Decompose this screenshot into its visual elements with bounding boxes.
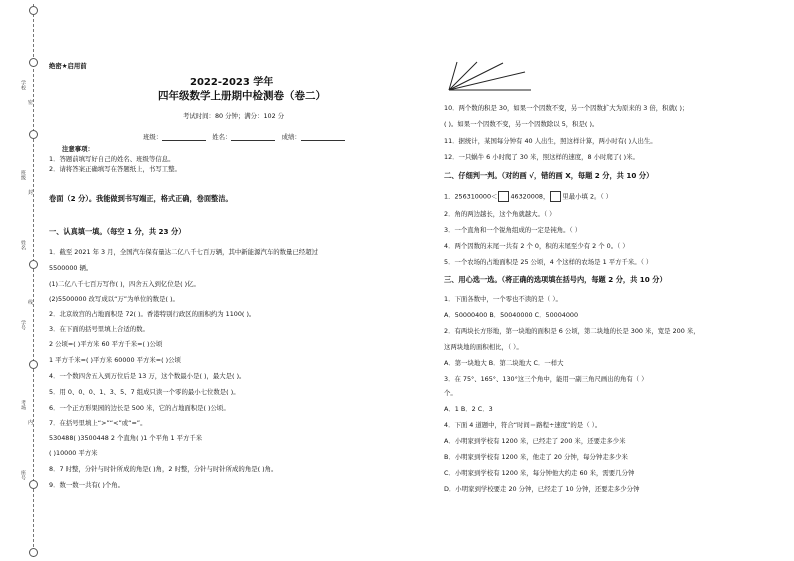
binding-field-seat: 座号 [20,470,26,480]
question-line: 12．一只蜗牛 6 小时爬了 30 米，照这样的速度，8 小时爬了( )米。 [444,153,639,161]
field-score-blank[interactable] [301,133,345,141]
question-line: 个。 [444,389,457,397]
judge-q1-part: 46320008， [510,192,550,201]
binding-field-school: 学校 [20,80,26,90]
judge-q1-part: 里最小填 2。（ ） [562,192,613,201]
section3-title: 三、用心选一选。（将正确的选项填在括号内，每题 2 分，共 10 分） [444,275,667,284]
section1-title: 一、认真填一填。（每空 1 分，共 23 分） [49,227,186,236]
blank-box[interactable] [550,191,561,202]
question-line: 3．在下面的括号里填上合适的数。 [49,325,149,333]
question-line: A．小明家到学校有 1200 米，已经走了 200 米，还要走多少米 [444,437,626,445]
binding-circle [29,260,38,269]
question-line: 6．一个正方形果园的边长是 500 米，它的占地面积是( )公顷。 [49,404,230,412]
question-line: 5．用 0、0、0、1、3、5、7 组成只读一个零的最小七位数是( )。 [49,388,240,396]
binding-note: 内 [28,420,34,426]
binding-circle [29,360,38,369]
field-score-label: 成绩： [281,133,301,141]
binding-dashed-line [33,4,34,557]
question-line: (1)二亿八千七百万写作( )，四舍五入到亿位是( )亿。 [49,280,200,288]
binding-circle [29,6,38,15]
question-line: ( )10000 平方米 [49,449,98,457]
exam-year: 2022-2023 学年 [190,77,274,88]
question-line: A．1 B．2 C．3 [444,405,493,413]
binding-note: 密 [28,100,34,106]
question-line: ( )。如果一个因数不变，另一个因数除以 5，积是( )。 [444,120,599,128]
question-line: 2．北京故宫的占地面积是 72( )。香港特别行政区的面积约为 1100( )。 [49,310,256,318]
section2-title: 二、仔细判一判。（对的画 √，错的画 X，每题 2 分，共 10 分） [444,171,654,180]
student-info-fields [143,133,345,141]
question-line: 2 公顷=( )平方米 60 平方千米=( )公顷 [49,340,163,348]
binding-field-class: 班级 [20,170,26,180]
binding-note: 线 [28,300,34,306]
binding-circle [29,548,38,557]
binding-note: 封 [28,190,34,196]
question-line: 9．数一数一共有( )个角。 [49,481,124,489]
question-line: (2)5500000 改写成以“万”为单位的数是( )。 [49,295,179,303]
question-line: 4．一个数四舍五入到万位后是 13 万，这个数最小是( )，最大是( )。 [49,372,246,380]
binding-field-name: 姓名 [20,240,26,250]
question-line: 1．下面各数中，一个零也不读的是（ ）。 [444,295,562,303]
question-line: A．50000400 B．50040000 C．50004000 [444,311,579,319]
question-line: 8．7 时整，分针与时针所成的角是( )角，2 时整，分针与时针所成的角是( )角。 [49,465,278,473]
field-name-blank[interactable] [231,133,275,141]
binding-field-id: 学号 [20,320,26,330]
question-line: 2．角的两边越长，这个角就越大。（ ） [444,210,556,218]
binding-circle [29,130,38,139]
question-line: 1．截至 2021 年 3 月，全国汽车保有量达二亿八千七百万辆，其中新能源汽车的数量已经超过 [49,248,318,256]
blank-box[interactable] [498,191,509,202]
question-line: 7．在括号里填上“>”“<”或“=”。 [49,419,147,427]
roll-note: 卷面（2 分）。我能做到书写端正，格式正确，卷面整洁。 [49,194,233,203]
field-class-blank[interactable] [162,133,206,141]
question-line: 这两块地的面积相比，（ ）。 [444,343,523,351]
question-line: 11．据统计，某国每分钟有 40 人出生，照这样计算，两小时有( )人出生。 [444,137,657,145]
field-name-label: 姓名： [212,133,232,141]
question-line: 10．两个数的积是 30，如果一个因数不变，另一个因数扩大为原来的 3 倍，积就( )； [444,104,689,112]
question-line: C．小明家到学校有 1200 米，每分钟他大约走 60 米，需要几分钟 [444,469,635,477]
binding-field-room: 考场 [20,400,26,410]
binding-strip [0,0,42,561]
secret-label: 绝密★启用前 [49,62,87,70]
notice-title: 注意事项： [62,145,94,153]
question-line: A．第一块地大 B．第二块地大 C．一样大 [444,359,564,367]
question-line: 3．一个直角和一个锐角组成的一定是钝角。（ ） [444,226,582,234]
exam-meta: 考试时间：80 分钟；满分：102 分 [183,112,285,120]
judge-question-1 [444,191,612,202]
judge-q1-part: 1．256310000＜ [444,192,498,201]
question-line: 2．有两块长方形地，第一块地的面积是 6 公顷，第二块地的长是 300 米，宽是 200 米， [444,327,700,335]
notice-item: 1．答题前填写好自己的姓名、班级等信息。 [49,155,175,163]
binding-circle [29,480,38,489]
angle-figure [445,60,535,94]
field-class-label: 班级： [143,133,163,141]
binding-circle [29,58,38,67]
question-line: 1 平方千米=( )平方米 60000 平方米=( )公顷 [49,356,181,364]
question-line: D．小明家到学校要走 20 分钟，已经走了 10 分钟，还要走多少分钟 [444,485,640,493]
question-line: B．小明家到学校有 1200 米，他走了 20 分钟，每分钟走多少米 [444,453,628,461]
question-line: 5．一个农场的占地面积是 25 公顷，4 个这样的农场是 1 平方千米。（ ） [444,258,653,266]
page-title: 四年级数学上册期中检测卷（卷二） [158,90,326,102]
question-line: 3．在 75°、165°、130°这三个角中，能用一副三角尺画出的角有（ ） [444,375,648,383]
notice-item: 2．请将答案正确填写在答题纸上，书写工整。 [49,165,181,173]
question-line: 530488( )3500448 2 个直角( )1 个平角 1 平方千米 [49,434,203,442]
question-line: 4．下面 4 道题中，符合“时间＝路程÷速度”的是（ ）。 [444,421,602,429]
question-line: 4．两个因数的末尾一共有 2 个 0，积的末尾至少有 2 个 0。（ ） [444,242,629,250]
question-line: 5500000 辆。 [49,264,93,272]
